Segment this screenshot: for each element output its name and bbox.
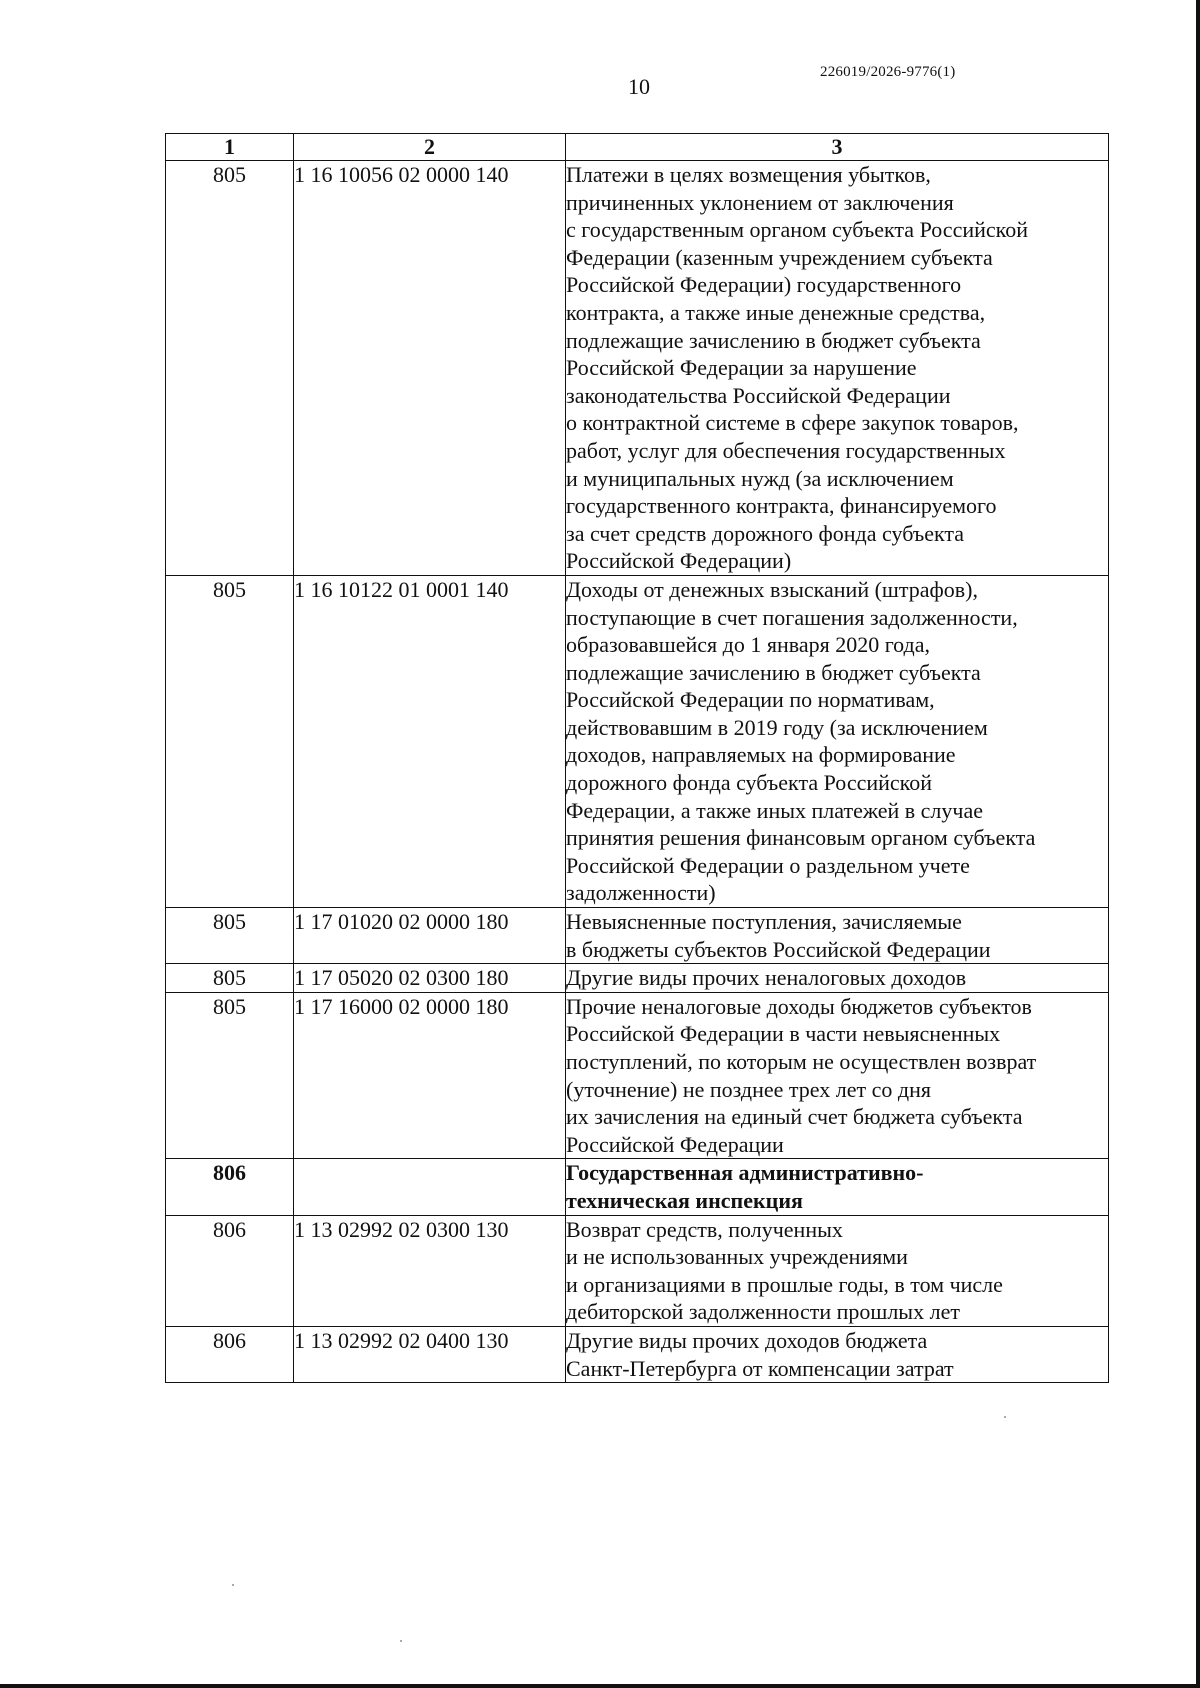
description-line: государственного контракта, финансируемого — [566, 493, 997, 519]
revenue-description-cell — [566, 992, 1109, 1159]
description-line: поступающие в счет погашения задолженности, — [566, 604, 1018, 630]
revenue-description-cell — [566, 1326, 1109, 1382]
table-row — [166, 575, 1109, 907]
revenue-description-cell — [566, 1215, 1109, 1326]
revenue-description-cell — [566, 908, 1109, 964]
scan-border-bottom — [0, 1684, 1200, 1688]
description-line: Возврат средств, полученных — [566, 1216, 843, 1242]
revenue-description-cell — [566, 1159, 1109, 1215]
description-line: подлежащие зачислению в бюджет субъекта — [566, 327, 981, 353]
description-line: Государственная административно- — [566, 1160, 924, 1186]
description-line: Российской Федерации по нормативам, — [566, 687, 935, 713]
description-line: поступлений, по которым не осуществлен возврат — [566, 1049, 1037, 1074]
description-line: и муниципальных нужд (за исключением — [566, 465, 954, 491]
description-line: Российской Федерации — [566, 1131, 784, 1157]
budget-classification-code-cell: 1 17 01020 02 0000 180 — [294, 908, 566, 964]
description-line: законодательства Российской Федерации — [566, 382, 951, 408]
admin-code-cell: 805 — [166, 161, 294, 576]
description-line: Российской Федерации за нарушение — [566, 355, 917, 381]
budget-classification-code-cell: 1 17 16000 02 0000 180 — [294, 992, 566, 1159]
table-row — [166, 908, 1109, 964]
admin-code-cell: 806 — [166, 1326, 294, 1382]
description-line: образовавшейся до 1 января 2020 года, — [566, 632, 930, 658]
table-row — [166, 964, 1109, 993]
budget-classification-code-cell: 1 16 10056 02 0000 140 — [294, 161, 566, 576]
table-row — [166, 161, 1109, 576]
description-line: техническая инспекция — [566, 1187, 803, 1213]
description-line: в бюджеты субъектов Российской Федерации — [566, 936, 991, 962]
admin-code-cell: 805 — [166, 575, 294, 907]
scan-border-right — [1196, 0, 1200, 1688]
description-line: дебиторской задолженности прошлых лет — [566, 1299, 960, 1325]
document-id: 226019/2026-9776(1) — [820, 64, 956, 80]
description-line: причиненных уклонением от заключения — [566, 189, 954, 215]
admin-code-cell: 805 — [166, 908, 294, 964]
description-line: Федерации, а также иных платежей в случае — [566, 797, 984, 823]
description-line: их зачисления на единый счет бюджета субъекта — [566, 1104, 1023, 1130]
table-row — [166, 1215, 1109, 1326]
revenue-description-cell — [566, 575, 1109, 907]
scan-speck — [232, 1584, 234, 1586]
table-row — [166, 1159, 1109, 1215]
description-line: Российской Федерации в части невыясненных — [566, 1021, 1001, 1047]
description-line: Доходы от денежных взысканий (штрафов), — [566, 576, 978, 602]
table-row — [166, 1326, 1109, 1382]
budget-classification-code-cell: 1 13 02992 02 0300 130 — [294, 1215, 566, 1326]
column-header-3: 3 — [566, 134, 1109, 161]
budget-classification-code-cell: 1 16 10122 01 0001 140 — [294, 575, 566, 907]
description-line: (уточнение) не позднее трех лет со дня — [566, 1076, 931, 1102]
scan-speck — [1004, 1416, 1006, 1418]
description-line: работ, услуг для обеспечения государственных — [566, 437, 1006, 463]
budget-codes-table — [165, 133, 1109, 1383]
description-line: Невыясненные поступления, зачисляемые — [566, 909, 962, 935]
description-line: и организациями в прошлые годы, в том числе — [566, 1271, 1003, 1297]
admin-code-cell: 806 — [166, 1215, 294, 1326]
budget-classification-code-cell: 1 13 02992 02 0400 130 — [294, 1326, 566, 1382]
description-line: Другие виды прочих неналоговых доходов — [566, 965, 967, 991]
description-line: Другие виды прочих доходов бюджета — [566, 1327, 928, 1353]
column-header-1: 1 — [166, 134, 294, 161]
description-line: о контрактной системе в сфере закупок товаров, — [566, 410, 1019, 436]
description-line: Российской Федерации о раздельном учете — [566, 852, 970, 878]
description-line: Российской Федерации) — [566, 548, 792, 574]
budget-classification-code-cell — [294, 1159, 566, 1215]
description-line: Санкт-Петербурга от компенсации затрат — [566, 1355, 954, 1381]
revenue-description-cell — [566, 964, 1109, 993]
description-line: Прочие неналоговые доходы бюджетов субъектов — [566, 993, 1032, 1019]
table-header-row — [166, 134, 1109, 161]
description-line: принятия решения финансовым органом субъекта — [566, 825, 1036, 851]
description-line: контракта, а также иные денежные средства, — [566, 299, 986, 325]
description-line: действовавшим в 2019 году (за исключением — [566, 714, 988, 740]
admin-code-cell: 805 — [166, 964, 294, 993]
description-line: за счет средств дорожного фонда субъекта — [566, 520, 965, 546]
column-header-2: 2 — [294, 134, 566, 161]
description-line: доходов, направляемых на формирование — [566, 742, 956, 768]
scan-speck — [400, 1640, 402, 1642]
description-line: Российской Федерации) государственного — [566, 272, 962, 298]
description-line: подлежащие зачислению в бюджет субъекта — [566, 659, 981, 685]
description-line: Федерации (казенным учреждением субъекта — [566, 244, 993, 270]
page-number: 10 — [628, 74, 650, 99]
admin-code-cell: 806 — [166, 1159, 294, 1215]
description-line: дорожного фонда субъекта Российской — [566, 770, 933, 796]
revenue-description-cell — [566, 161, 1109, 576]
description-line: задолженности) — [566, 880, 716, 906]
description-line: Платежи в целях возмещения убытков, — [566, 162, 931, 187]
description-line: и не использованных учреждениями — [566, 1244, 908, 1270]
table-row — [166, 992, 1109, 1159]
budget-classification-code-cell: 1 17 05020 02 0300 180 — [294, 964, 566, 993]
admin-code-cell: 805 — [166, 992, 294, 1159]
description-line: с государственным органом субъекта Российской — [566, 217, 1028, 243]
